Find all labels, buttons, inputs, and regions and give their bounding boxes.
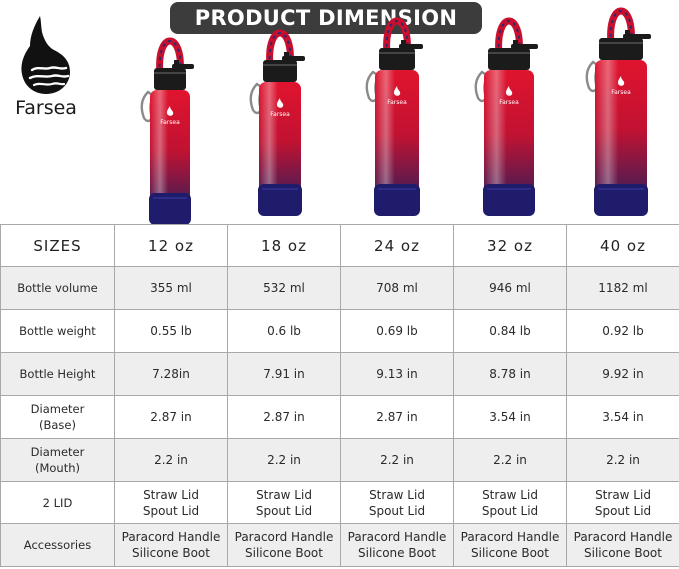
table-cell [454, 439, 567, 482]
cell-value: 0.6 lb [267, 324, 301, 338]
cell-value: Straw Lid [369, 487, 425, 502]
table-cell [341, 524, 454, 567]
table-row [1, 439, 679, 482]
cell-value: 532 ml [263, 281, 305, 295]
table-cell [115, 310, 228, 353]
table-row [1, 353, 679, 396]
row-label [1, 396, 115, 439]
cell-value: Paracord Handle [347, 530, 447, 544]
cell-value: 2.87 in [150, 410, 192, 424]
table-cell [115, 482, 228, 524]
cell-value: 2.87 in [376, 410, 418, 424]
row-label-text: Diameter [30, 445, 85, 459]
cell-value: 2.2 in [154, 453, 188, 467]
table-cell [454, 310, 567, 353]
cell-value: Paracord Handle [234, 530, 334, 544]
table-cell [341, 396, 454, 439]
cell-value: 0.92 lb [602, 324, 644, 338]
bottle-image [130, 38, 210, 228]
table-cell [454, 482, 567, 524]
cell-value: 946 ml [489, 281, 531, 295]
header-cell-size: 40 oz [567, 225, 679, 267]
row-label [1, 439, 115, 482]
table-cell [341, 439, 454, 482]
cell-value: Spout Lid [255, 503, 313, 518]
table-cell [341, 267, 454, 310]
cell-value: 8.78 in [489, 367, 531, 381]
header-cell-size: 32 oz [454, 225, 567, 267]
row-label [1, 482, 115, 524]
table-cell [115, 439, 228, 482]
table-cell [454, 353, 567, 396]
bottle-image [464, 38, 554, 228]
table-cell [567, 439, 679, 482]
header-cell-size: 24 oz [341, 225, 454, 267]
table-cell [567, 482, 679, 524]
cell-value: Silicone Boot [358, 546, 436, 560]
cell-value: 2.2 in [380, 453, 414, 467]
cell-value: Silicone Boot [471, 546, 549, 560]
bottle-image [239, 38, 321, 228]
cell-value: 7.91 in [263, 367, 305, 381]
row-label-text: Bottle volume [17, 281, 98, 295]
cell-value: 7.28in [152, 367, 190, 381]
cell-value: 355 ml [150, 281, 192, 295]
table-cell [115, 267, 228, 310]
table-cell [228, 482, 341, 524]
cell-value: Spout Lid [594, 503, 652, 518]
table-row [1, 396, 679, 439]
bottle-illustration [575, 38, 667, 228]
bottle-brand-label: Farsea [270, 111, 290, 118]
cell-value: 3.54 in [602, 410, 644, 424]
header-cell-size: 12 oz [115, 225, 228, 267]
cell-value: Silicone Boot [132, 546, 210, 560]
table-cell [567, 310, 679, 353]
row-label [1, 267, 115, 310]
cell-value: Paracord Handle [573, 530, 673, 544]
bottle-brand-label: Farsea [160, 119, 180, 126]
cell-value: Straw Lid [256, 487, 312, 502]
table-cell [567, 267, 679, 310]
cell-value: Spout Lid [142, 503, 200, 518]
cell-value: Silicone Boot [584, 546, 662, 560]
header-cell-sizes: SIZES [1, 225, 115, 267]
cell-value: 2.2 in [493, 453, 527, 467]
table-cell [341, 353, 454, 396]
table-cell [341, 310, 454, 353]
cell-value: 708 ml [376, 281, 418, 295]
row-label-text: Diameter [30, 402, 85, 416]
table-cell [228, 310, 341, 353]
cell-value: 0.84 lb [489, 324, 531, 338]
header-cell-size: 18 oz [228, 225, 341, 267]
cell-value: Spout Lid [368, 503, 426, 518]
table-row [1, 524, 679, 567]
cell-value: 3.54 in [489, 410, 531, 424]
cell-value: Paracord Handle [121, 530, 221, 544]
table-row [1, 310, 679, 353]
row-label-text: (Mouth) [34, 461, 81, 475]
row-label-text: Bottle weight [19, 324, 96, 338]
table-cell [228, 353, 341, 396]
table-cell [228, 439, 341, 482]
table-cell [341, 482, 454, 524]
bottle-brand-label: Farsea [499, 99, 519, 106]
bottle-brand-label: Farsea [387, 99, 407, 106]
table-cell [567, 353, 679, 396]
table-cell [454, 396, 567, 439]
table-cell [567, 524, 679, 567]
table-cell [115, 396, 228, 439]
product-image-row [0, 38, 679, 224]
cell-value: Paracord Handle [460, 530, 560, 544]
cell-value: 0.69 lb [376, 324, 418, 338]
table-cell [454, 267, 567, 310]
table-cell [228, 267, 341, 310]
table-cell [454, 524, 567, 567]
table-cell [115, 353, 228, 396]
table-row [1, 482, 679, 524]
table-cell [567, 396, 679, 439]
row-label-text: Bottle Height [19, 367, 96, 381]
bottle-illustration [239, 38, 321, 228]
row-label-text: 2 LID [42, 495, 73, 510]
bottle-illustration [355, 38, 439, 228]
row-label-text: Accessories [23, 538, 92, 552]
bottle-image [355, 38, 439, 228]
cell-value: Silicone Boot [245, 546, 323, 560]
row-label-text: (Base) [39, 418, 76, 432]
table-cell [228, 396, 341, 439]
cell-value: 2.2 in [267, 453, 301, 467]
cell-value: 2.87 in [263, 410, 305, 424]
bottle-brand-label: Farsea [611, 89, 631, 96]
cell-value: 9.92 in [602, 367, 644, 381]
cell-value: Straw Lid [482, 487, 538, 502]
bottle-image [575, 38, 667, 228]
row-label [1, 353, 115, 396]
bottle-illustration [130, 38, 210, 228]
cell-value: Straw Lid [143, 487, 199, 502]
row-label [1, 310, 115, 353]
bottle-illustration [464, 38, 554, 228]
page-title-banner [170, 2, 482, 34]
table-header-row [1, 225, 679, 267]
cell-value: 9.13 in [376, 367, 418, 381]
dimension-table [0, 224, 679, 567]
cell-value: 0.55 lb [150, 324, 192, 338]
table-cell [228, 524, 341, 567]
cell-value: Straw Lid [595, 487, 651, 502]
cell-value: 1182 ml [598, 281, 648, 295]
cell-value: 2.2 in [606, 453, 640, 467]
brand-name: Farsea [15, 97, 77, 119]
table-cell [115, 524, 228, 567]
page-title: PRODUCT DIMENSION [194, 6, 458, 30]
table-row [1, 267, 679, 310]
row-label [1, 524, 115, 567]
cell-value: Spout Lid [481, 503, 539, 518]
